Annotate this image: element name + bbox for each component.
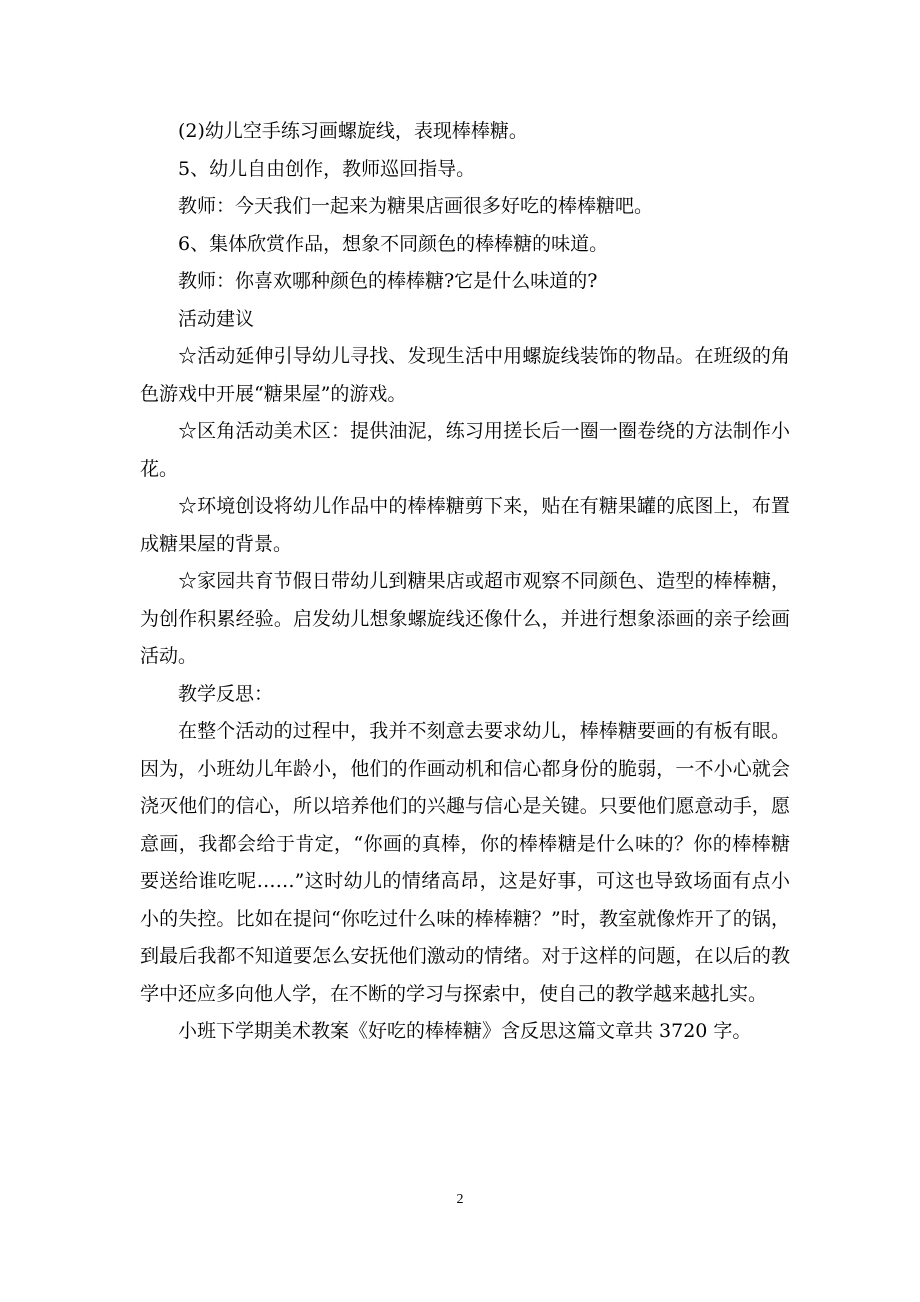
- section-heading-activity-suggestions: 活动建议: [178, 307, 255, 330]
- paragraph-suggestion-extension: ☆活动延伸引导幼儿寻找、发现生活中用螺旋线装饰的物品。在班级的角色游戏中开展“糖果屋”的游戏。: [140, 345, 790, 405]
- paragraph-suggestion-corner: ☆区角活动美术区：提供油泥，练习用搓长后一圈一圈卷绕的方法制作小花。: [140, 420, 790, 480]
- paragraph-suggestion-home: ☆家园共育节假日带幼儿到糖果店或超市观察不同颜色、造型的棒棒糖，为创作积累经验。启发幼儿想象螺旋线还像什么，并进行想象添画的亲子绘画活动。: [140, 570, 790, 667]
- page-number: 2: [456, 1192, 464, 1207]
- paragraph-teacher-line-1: 教师：今天我们一起来为糖果店画很多好吃的棒棒糖吧。: [178, 195, 654, 217]
- paragraph-word-count: 小班下学期美术教案《好吃的棒棒糖》含反思这篇文章共 3720 字。: [178, 1020, 752, 1042]
- paragraph-suggestion-environment: ☆环境创设将幼儿作品中的棒棒糖剪下来，贴在有糖果罐的底图上，布置成糖果屋的背景。: [140, 495, 790, 555]
- paragraph-teacher-line-2: 教师：你喜欢哪种颜色的棒棒糖?它是什么味道的?: [178, 270, 598, 292]
- paragraph-step-2: (2)幼儿空手练习画螺旋线，表现棒棒糖。: [178, 120, 528, 142]
- paragraph-reflection: 在整个活动的过程中，我并不刻意去要求幼儿，棒棒糖要画的有板有眼。因为，小班幼儿年龄小，他们的作画动机和信心都身份的脆弱，一不小心就会浇灭他们的信心，所以培养他们的兴趣与信心是关键。只要他们愿意动手，愿意画，我都会给于肯定，“你画的真棒，你的棒棒糖是什么味的？你的棒棒糖要送给谁吃呢……”这时幼儿的情绪高昂，这是好事，可这也导致场面有点小小的失控。比如在提问“你吃过什么味的棒棒糖？”时，教室就像炸开了的锅，到最后我都不知道要怎么安抚他们激动的情绪。对于这样的问题，在以后的教学中还应多向他人学，在不断的学习与探索中，使自己的教学越来越扎实。: [140, 720, 790, 1005]
- document-body: [140, 113, 790, 1051]
- paragraph-step-5: 5、幼儿自由创作，教师巡回指导。: [178, 157, 476, 180]
- paragraph-step-6: 6、集体欣赏作品，想象不同颜色的棒棒糖的味道。: [178, 232, 609, 255]
- section-heading-reflection: 教学反思：: [178, 682, 274, 705]
